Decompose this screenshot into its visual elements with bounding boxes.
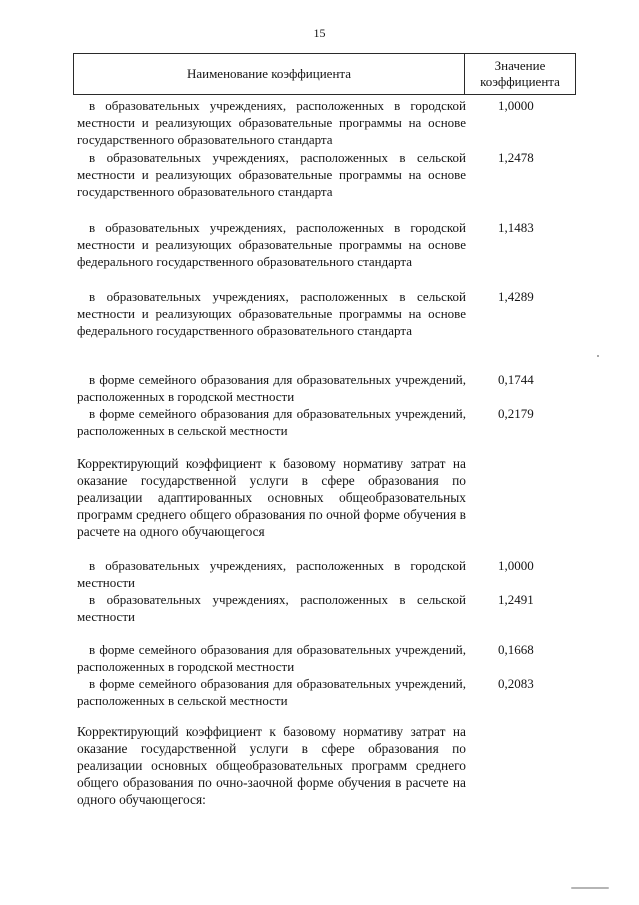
- coefficient-description: в образовательных учреждениях, расположенных в сельской местности и реализующих образовательные программы на основе федерального государственного образовательного стандарта: [77, 289, 466, 338]
- table-header: [73, 53, 576, 95]
- column-header-name: Наименование коэффициента: [186, 66, 352, 81]
- section-heading: Корректирующий коэффициент к базовому нормативу затрат на оказание государственной услуги в сфере образования по реализации адаптированных основных общеобразовательных программ среднего общего образования по очной форме обучения в расчете на одного обучающегося: [77, 456, 466, 539]
- column-header-value-line-2: коэффициента: [480, 74, 560, 89]
- coefficient-description: в образовательных учреждениях, расположенных в городской местности и реализующих образовательные программы на основе федерального государственного образовательного стандарта: [77, 220, 466, 269]
- coefficient-description: в форме семейного образования для образовательных учреждений, расположенных в городской местности: [77, 642, 466, 674]
- coefficient-value: 1,0000: [498, 98, 534, 113]
- coefficient-value: 0,1668: [498, 642, 534, 657]
- coefficient-description: в форме семейного образования для образовательных учреждений, расположенных в сельской местности: [77, 676, 466, 708]
- coefficient-value: 0,2179: [498, 406, 534, 421]
- page-number: 15: [313, 26, 326, 40]
- coefficient-value: 1,2491: [498, 592, 534, 607]
- coefficient-description: в образовательных учреждениях, расположенных в сельской местности и реализующих образовательные программы на основе государственного образовательного стандарта: [77, 150, 466, 199]
- coefficient-value: 1,1483: [498, 220, 534, 235]
- column-header-value-line-1: Значение: [494, 58, 546, 73]
- coefficient-value: 1,2478: [498, 150, 534, 165]
- column-header-value: [464, 54, 575, 94]
- coefficient-description: в образовательных учреждениях, расположенных в городской местности: [77, 558, 466, 590]
- coefficient-description: в форме семейного образования для образовательных учреждений, расположенных в сельской местности: [77, 406, 466, 438]
- section-heading: Корректирующий коэффициент к базовому нормативу затрат на оказание государственной услуги в сфере образования по реализации основных общеобразовательных программ среднего общего образования по очно-заочной форме обучения в расчете на одного обучающегося:: [77, 724, 466, 807]
- scan-speck: [571, 887, 609, 889]
- coefficient-value: 1,4289: [498, 289, 534, 304]
- coefficient-description: в образовательных учреждениях, расположенных в сельской местности: [77, 592, 466, 624]
- coefficient-description: в форме семейного образования для образовательных учреждений, расположенных в городской местности: [77, 372, 466, 404]
- coefficient-value: 0,2083: [498, 676, 534, 691]
- coefficient-value: 1,0000: [498, 558, 534, 573]
- coefficient-description: в образовательных учреждениях, расположенных в городской местности и реализующих образовательные программы на основе государственного образовательного стандарта: [77, 98, 466, 147]
- coefficient-value: 0,1744: [498, 372, 534, 387]
- scan-speck: [597, 355, 599, 357]
